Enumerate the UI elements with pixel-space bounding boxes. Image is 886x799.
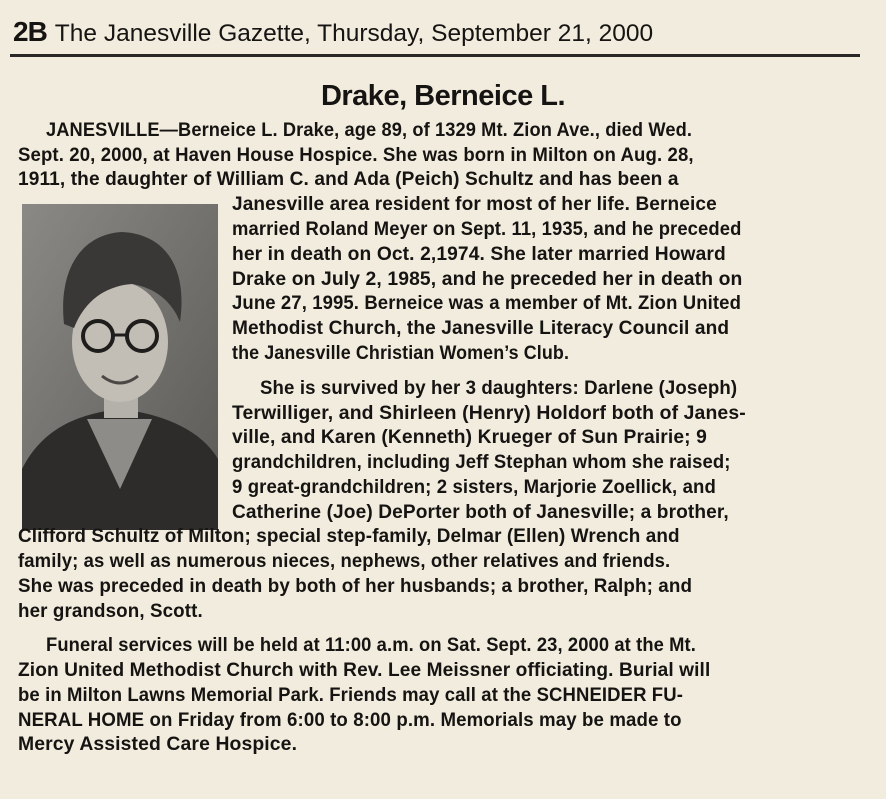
body-line: Zion United Methodist Church with Rev. Lee Meissner officiating. Burial will bbox=[18, 659, 711, 681]
body-line: Mercy Assisted Care Hospice. bbox=[18, 733, 298, 755]
body-line: ville, and Karen (Kenneth) Krueger of Sun Prairie; 9 bbox=[232, 426, 707, 448]
portrait-photo bbox=[22, 204, 218, 530]
page-number: 2B bbox=[13, 16, 47, 47]
body-line: 9 great-grandchildren; 2 sisters, Marjorie Zoellick, and bbox=[232, 476, 716, 498]
body-line: married Roland Meyer on Sept. 11, 1935, and he preceded bbox=[232, 218, 742, 240]
body-line: She is survived by her 3 daughters: Darlene (Joseph) bbox=[260, 377, 738, 399]
body-line: her grandson, Scott. bbox=[18, 600, 203, 622]
body-line: her in death on Oct. 2,1974. She later married Howard bbox=[232, 243, 726, 265]
newspaper-dateline: The Janesville Gazette, Thursday, September 21, 2000 bbox=[54, 20, 654, 47]
body-line: JANESVILLE—Berneice L. Drake, age 89, of 1329 Mt. Zion Ave., died Wed. bbox=[46, 119, 693, 141]
obituary-title: Drake, Berneice L. bbox=[320, 80, 566, 112]
body-line: grandchildren, including Jeff Stephan whom she raised; bbox=[232, 451, 731, 473]
body-line: Clifford Schultz of Milton; special step-family, Delmar (Ellen) Wrench and bbox=[18, 525, 680, 547]
page-header bbox=[13, 16, 653, 48]
body-line: 1911, the daughter of William C. and Ada (Peich) Schultz and has been a bbox=[18, 168, 679, 190]
body-line: the Janesville Christian Women’s Club. bbox=[232, 342, 570, 364]
body-line: Janesville area resident for most of her life. Berneice bbox=[232, 193, 717, 215]
header-rule bbox=[10, 54, 860, 57]
body-line: Catherine (Joe) DePorter both of Janesville; a brother, bbox=[232, 501, 729, 523]
body-line: be in Milton Lawns Memorial Park. Friends may call at the SCHNEIDER FU- bbox=[18, 684, 683, 706]
body-line: June 27, 1995. Berneice was a member of Mt. Zion United bbox=[232, 292, 742, 314]
body-line: Funeral services will be held at 11:00 a.m. on Sat. Sept. 23, 2000 at the Mt. bbox=[46, 634, 697, 656]
body-line: Drake on July 2, 1985, and he preceded her in death on bbox=[232, 268, 743, 290]
body-line: family; as well as numerous nieces, nephews, other relatives and friends. bbox=[18, 550, 671, 572]
body-line: She was preceded in death by both of her husbands; a brother, Ralph; and bbox=[18, 575, 693, 597]
body-line: Methodist Church, the Janesville Literacy Council and bbox=[232, 317, 730, 339]
body-line: Sept. 20, 2000, at Haven House Hospice. She was born in Milton on Aug. 28, bbox=[18, 144, 694, 166]
body-line: NERAL HOME on Friday from 6:00 to 8:00 p.m. Memorials may be made to bbox=[18, 709, 682, 731]
body-line: Terwilliger, and Shirleen (Henry) Holdorf both of Janes- bbox=[232, 402, 746, 424]
